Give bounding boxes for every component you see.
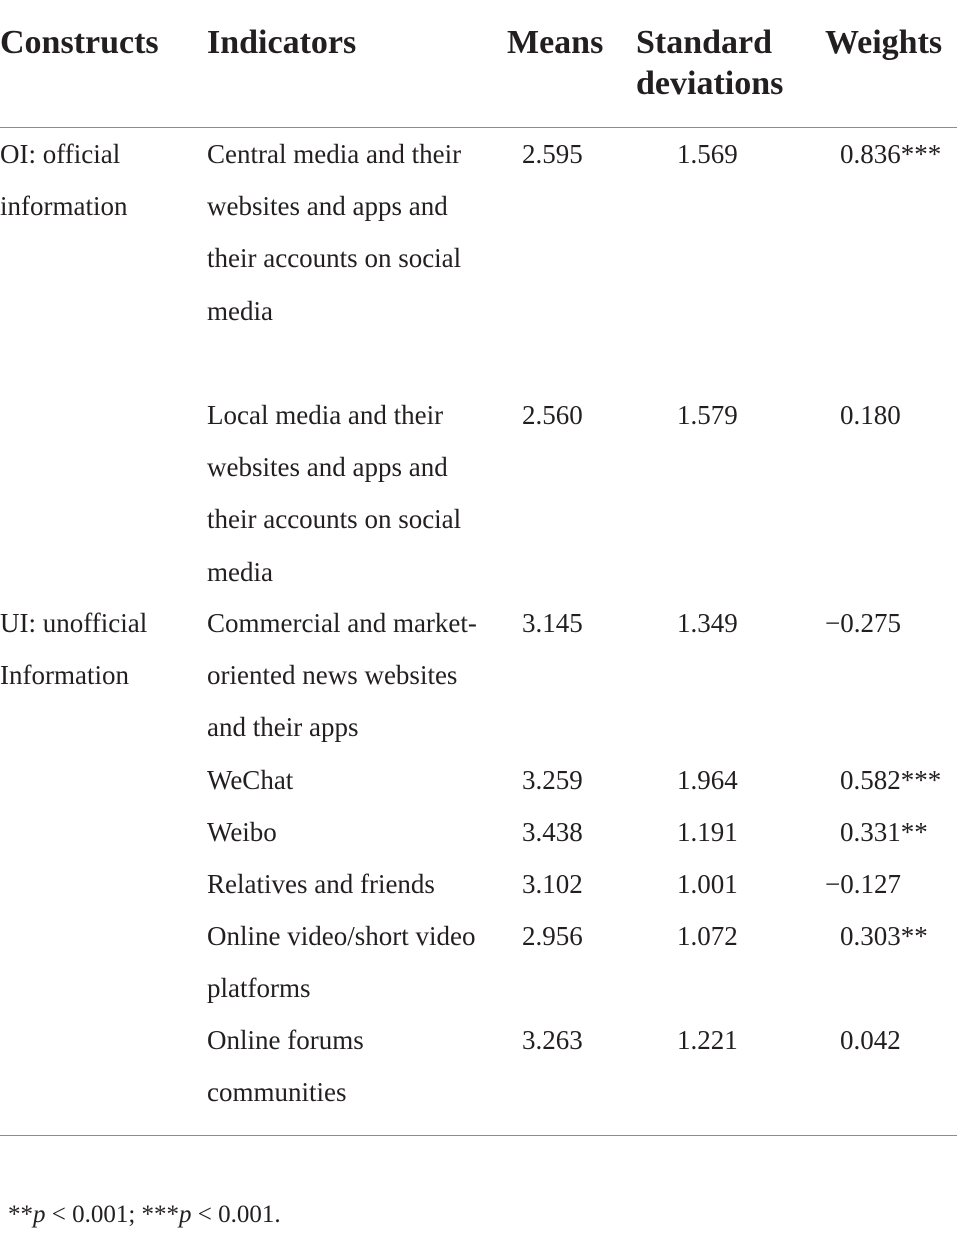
indicator-cell: WeChat: [207, 765, 294, 795]
weight-cell: −0.127: [825, 869, 901, 899]
header-sd-line1: Standard: [636, 24, 773, 61]
header-constructs: Constructs: [0, 24, 159, 61]
weight-cell: 0.180: [840, 400, 901, 430]
indicator-cell: Local media and their websites and apps and their accounts on social media: [207, 400, 462, 587]
weight-cell: 0.042: [840, 1025, 901, 1055]
weight-cell: 0.836***: [840, 139, 942, 169]
weight-cell: 0.582***: [840, 765, 942, 795]
table-body: [0, 128, 957, 1118]
footnote-stars-1: **: [8, 1201, 33, 1228]
table-row: [0, 597, 957, 754]
construct-cell: OI: official information: [0, 139, 128, 222]
header-standard-deviations: [636, 22, 783, 104]
indicator-cell: Online forums communities: [207, 1025, 364, 1108]
mean-cell: 2.956: [522, 921, 583, 951]
sd-cell: 1.569: [677, 139, 738, 169]
footnote-stars-2: ***: [141, 1201, 180, 1228]
weight-cell: −0.275: [825, 608, 901, 638]
sd-cell: 1.001: [677, 869, 738, 899]
table-bottom-rule: [0, 1135, 957, 1136]
indicator-cell: Weibo: [207, 817, 277, 847]
table-row: [0, 128, 957, 389]
header-sd-line2: deviations: [636, 65, 784, 102]
header-means: Means: [507, 24, 604, 61]
table-row: [0, 806, 957, 858]
indicator-cell: Online video/short video platforms: [207, 921, 476, 1004]
weight-cell: 0.303**: [840, 921, 928, 951]
mean-cell: 3.263: [522, 1025, 583, 1055]
mean-cell: 3.102: [522, 869, 583, 899]
indicator-cell: Relatives and friends: [207, 869, 435, 899]
mean-cell: 2.595: [522, 139, 583, 169]
sd-cell: 1.072: [677, 921, 738, 951]
table-row: [0, 1014, 957, 1118]
sd-cell: 1.579: [677, 400, 738, 430]
table-row: [0, 910, 957, 1014]
mean-cell: 3.259: [522, 765, 583, 795]
mean-cell: 3.145: [522, 608, 583, 638]
construct-cell: UI: unofficial Information: [0, 608, 148, 691]
header-indicators: Indicators: [207, 24, 357, 61]
sd-cell: 1.349: [677, 608, 738, 638]
indicator-cell: Commercial and market-oriented news websites and their apps: [207, 608, 477, 743]
footnote-p-1: p: [33, 1201, 46, 1228]
header-weights: Weights: [825, 24, 943, 61]
footnote-text-2: < 0.001.: [191, 1201, 281, 1228]
table-footnote: [8, 1199, 281, 1231]
weight-cell: 0.331**: [840, 817, 928, 847]
table-row: [0, 389, 957, 597]
mean-cell: 2.560: [522, 400, 583, 430]
table-row: [0, 858, 957, 910]
footnote-p-2: p: [179, 1201, 192, 1228]
table-header: [0, 0, 957, 128]
mean-cell: 3.438: [522, 817, 583, 847]
sd-cell: 1.191: [677, 817, 738, 847]
sd-cell: 1.964: [677, 765, 738, 795]
table-row: [0, 754, 957, 806]
indicator-cell: Central media and their websites and apps and their accounts on social media: [207, 139, 462, 326]
sd-cell: 1.221: [677, 1025, 738, 1055]
footnote-text-1: < 0.001;: [45, 1201, 142, 1228]
